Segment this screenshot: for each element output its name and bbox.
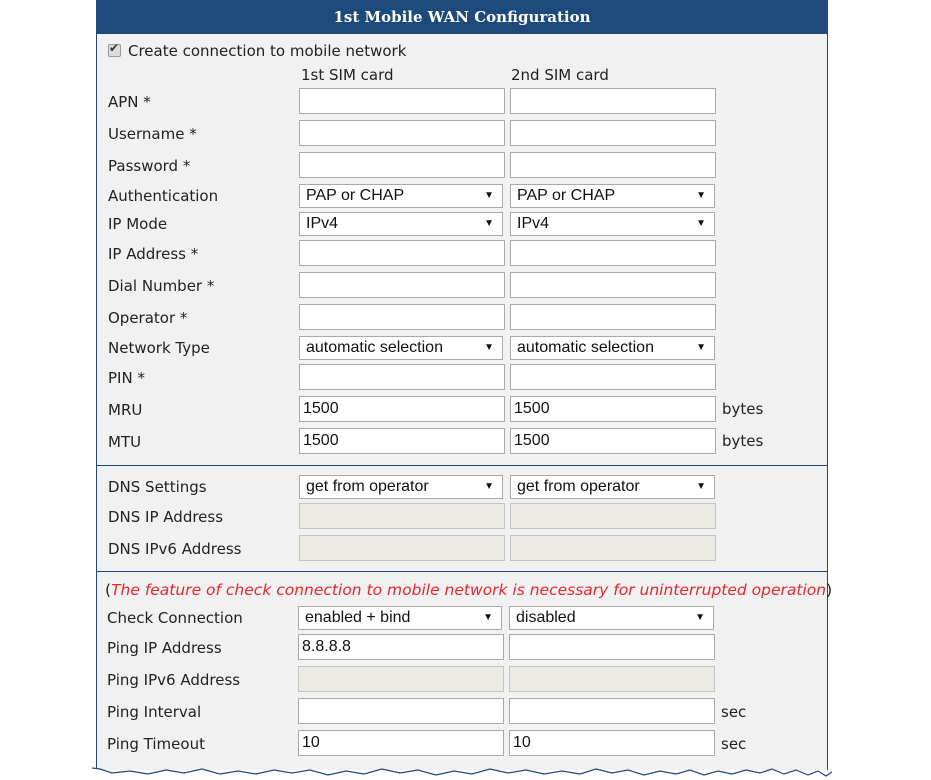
ping-timeout-unit: sec (721, 735, 747, 753)
ip-mode-sim1-value: IPv4 (306, 215, 339, 232)
dns-settings-sim2-value: get from operator (517, 478, 640, 495)
mtu-unit: bytes (722, 432, 764, 450)
network-type-sim2-value: automatic selection (517, 339, 654, 356)
checkmark-icon: ✔ (109, 41, 120, 55)
username-sim2-input[interactable] (510, 120, 716, 146)
apn-sim1-input[interactable] (299, 88, 505, 114)
ping-ipv6-sim2-input[interactable] (509, 666, 715, 692)
ping-ipv6-sim1-input[interactable] (298, 666, 504, 692)
column-header-sim1: 1st SIM card (301, 66, 394, 84)
username-label: Username * (108, 125, 197, 143)
triangle-down-icon: ▼ (696, 190, 706, 201)
apn-sim2-input[interactable] (510, 88, 716, 114)
dns-settings-sim1-value: get from operator (306, 478, 429, 495)
triangle-down-icon: ▼ (696, 481, 706, 492)
operator-sim2-input[interactable] (510, 304, 716, 330)
mtu-sim2-input[interactable]: 1500 (510, 428, 716, 454)
check-connection-sim1-value: enabled + bind (305, 609, 411, 626)
dns-ip-sim2-input[interactable] (510, 503, 716, 529)
password-sim2-input[interactable] (510, 152, 716, 178)
ping-ip-address-label: Ping IP Address (107, 639, 222, 657)
dns-settings-sim1-select[interactable] (299, 475, 503, 499)
operator-label: Operator * (108, 309, 188, 327)
dns-settings-label: DNS Settings (108, 478, 207, 496)
mru-unit: bytes (722, 400, 764, 418)
ping-interval-label: Ping Interval (107, 703, 202, 721)
dns-settings-sim2-select[interactable] (510, 475, 715, 499)
ip-mode-sim2-value: IPv4 (517, 215, 550, 232)
mru-sim2-input[interactable]: 1500 (510, 396, 716, 422)
ping-ipv6-address-label: Ping IPv6 Address (107, 671, 241, 689)
password-label: Password * (108, 157, 191, 175)
mtu-sim1-input[interactable]: 1500 (299, 428, 505, 454)
triangle-down-icon: ▼ (484, 190, 494, 201)
section-divider (97, 465, 827, 466)
mtu-label: MTU (108, 433, 142, 451)
mru-label: MRU (108, 401, 143, 419)
ip-address-label: IP Address * (108, 245, 199, 263)
mru-sim1-input[interactable]: 1500 (299, 396, 505, 422)
check-connection-sim1-select[interactable] (298, 606, 502, 630)
triangle-down-icon: ▼ (695, 612, 705, 623)
dns-ip-sim1-input[interactable] (299, 503, 505, 529)
ping-timeout-sim1-input[interactable]: 10 (298, 730, 504, 756)
wan-config-panel (96, 0, 833, 770)
note-open-paren: ( (105, 581, 112, 599)
pin-sim1-input[interactable] (299, 364, 505, 390)
note-close-paren: ) (826, 581, 833, 599)
ping-ip-sim1-input[interactable]: 8.8.8.8 (298, 634, 504, 660)
pin-label: PIN * (108, 369, 145, 387)
ping-interval-sim1-input[interactable] (298, 698, 504, 724)
section-divider (97, 571, 827, 572)
check-connection-label: Check Connection (107, 609, 243, 627)
triangle-down-icon: ▼ (484, 481, 494, 492)
operator-sim1-input[interactable] (299, 304, 505, 330)
dial-number-label: Dial Number * (108, 277, 215, 295)
ip-mode-sim2-select[interactable] (510, 212, 715, 236)
network-type-sim1-select[interactable] (299, 336, 503, 360)
triangle-down-icon: ▼ (483, 612, 493, 623)
dial-number-sim2-input[interactable] (510, 272, 716, 298)
dns-ip-address-label: DNS IP Address (108, 508, 224, 526)
ping-interval-unit: sec (721, 703, 747, 721)
network-type-label: Network Type (108, 339, 210, 357)
dns-ipv6-sim2-input[interactable] (510, 535, 716, 561)
ip-address-sim1-input[interactable] (299, 240, 505, 266)
column-header-sim2: 2nd SIM card (511, 66, 609, 84)
dns-ipv6-address-label: DNS IPv6 Address (108, 540, 242, 558)
panel-title: 1st Mobile WAN Configuration (97, 0, 827, 34)
ping-timeout-label: Ping Timeout (107, 735, 205, 753)
authentication-sim1-select[interactable] (299, 184, 503, 208)
dial-number-sim1-input[interactable] (299, 272, 505, 298)
ping-interval-sim2-input[interactable] (509, 698, 715, 724)
network-type-sim2-select[interactable] (510, 336, 715, 360)
ip-mode-label: IP Mode (108, 215, 168, 233)
username-sim1-input[interactable] (299, 120, 505, 146)
password-sim1-input[interactable] (299, 152, 505, 178)
authentication-sim2-select[interactable] (510, 184, 715, 208)
torn-edge-decoration (92, 762, 832, 780)
authentication-sim1-value: PAP or CHAP (306, 187, 405, 204)
check-connection-sim2-select[interactable] (509, 606, 714, 630)
apn-label: APN * (108, 93, 151, 111)
triangle-down-icon: ▼ (484, 218, 494, 229)
check-connection-note (105, 581, 832, 599)
triangle-down-icon: ▼ (696, 218, 706, 229)
network-type-sim1-value: automatic selection (306, 339, 443, 356)
triangle-down-icon: ▼ (696, 342, 706, 353)
create-connection-label: Create connection to mobile network (128, 42, 407, 60)
create-connection-checkbox[interactable] (108, 41, 121, 57)
ip-mode-sim1-select[interactable] (299, 212, 503, 236)
pin-sim2-input[interactable] (510, 364, 716, 390)
dns-ipv6-sim1-input[interactable] (299, 535, 505, 561)
note-text: The feature of check connection to mobile network is necessary for uninterrupted operation (111, 581, 827, 599)
ping-ip-sim2-input[interactable] (509, 634, 715, 660)
ping-timeout-sim2-input[interactable]: 10 (509, 730, 715, 756)
check-connection-sim2-value: disabled (516, 609, 576, 626)
authentication-label: Authentication (108, 187, 219, 205)
ip-address-sim2-input[interactable] (510, 240, 716, 266)
triangle-down-icon: ▼ (484, 342, 494, 353)
authentication-sim2-value: PAP or CHAP (517, 187, 616, 204)
